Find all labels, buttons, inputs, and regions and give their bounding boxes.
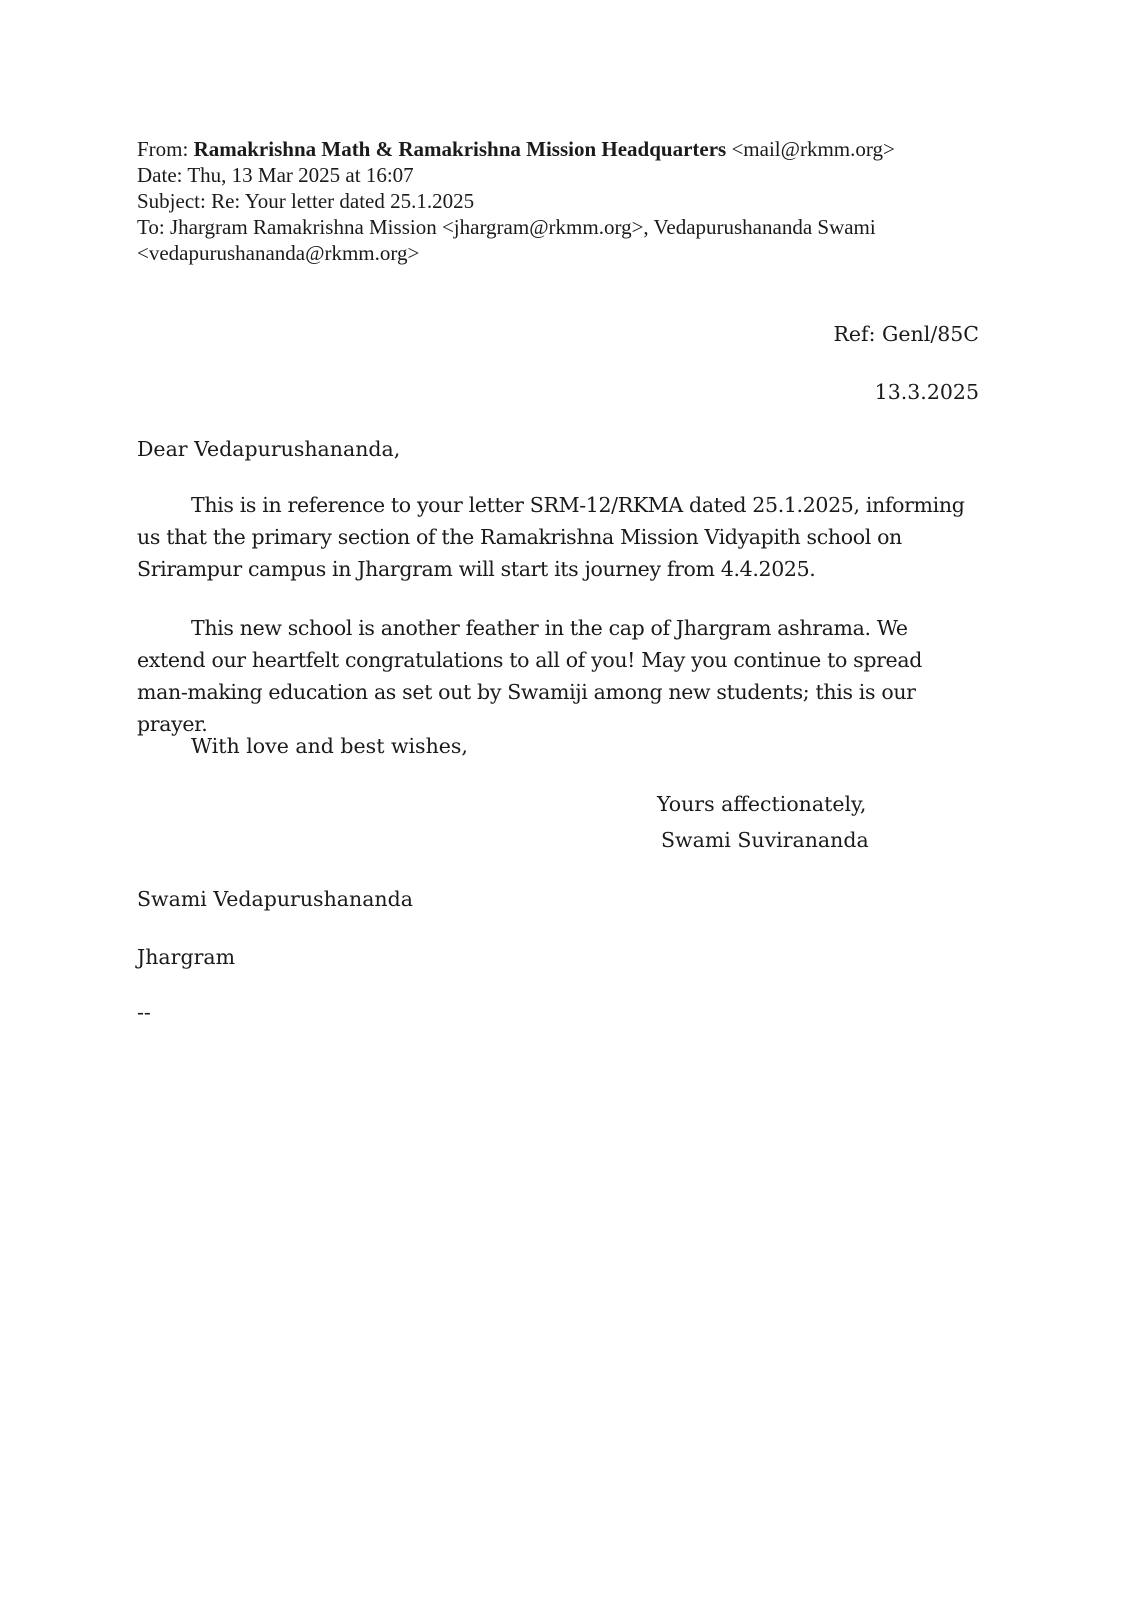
- subject-label: Subject:: [137, 189, 206, 213]
- email-header: [137, 136, 997, 266]
- wishes-line: With love and best wishes,: [191, 734, 468, 758]
- reference-number: Ref: Genl/85C: [833, 322, 979, 346]
- subject-line: [137, 188, 997, 214]
- paragraph-reference: This is in reference to your letter SRM-12/RKMA dated 25.1.2025, informing us that the primary section of the Ramakrishna Mission Vidyapith school on Srirampur campus in Jhargram will start its journey from 4.4.2025.: [137, 493, 965, 581]
- closing-line: Yours affectionately,: [657, 792, 867, 816]
- date-line: [137, 162, 997, 188]
- salutation: Dear Vedapurushananda,: [137, 437, 401, 461]
- to-label: To:: [137, 215, 165, 239]
- letter-date: 13.3.2025: [874, 380, 979, 404]
- date-value: Thu, 13 Mar 2025 at 16:07: [187, 163, 414, 187]
- from-label: From:: [137, 137, 189, 161]
- from-line: [137, 136, 997, 162]
- recipient-name: Swami Vedapurushananda: [137, 887, 413, 911]
- from-email: <mail@rkmm.org>: [731, 137, 895, 161]
- paragraph-congratulations: This new school is another feather in the cap of Jhargram ashrama. We extend our heartfelt congratulations to all of you! May you continue to spread man-making education as set out by Swamiji among new students; this is our prayer.: [137, 616, 922, 736]
- subject-value: Re: Your letter dated 25.1.2025: [211, 189, 475, 213]
- to-line: [137, 214, 997, 266]
- date-label: Date:: [137, 163, 183, 187]
- signatory-name: Swami Suvirananda: [661, 828, 869, 852]
- from-name: Ramakrishna Math & Ramakrishna Mission Headquarters: [193, 137, 727, 161]
- recipient-place: Jhargram: [137, 945, 236, 969]
- to-value: Jhargram Ramakrishna Mission <jhargram@rkmm.org>, Vedapurushananda Swami <vedapurushananda@rkmm.org>: [137, 215, 876, 265]
- signature-separator: --: [137, 1000, 151, 1024]
